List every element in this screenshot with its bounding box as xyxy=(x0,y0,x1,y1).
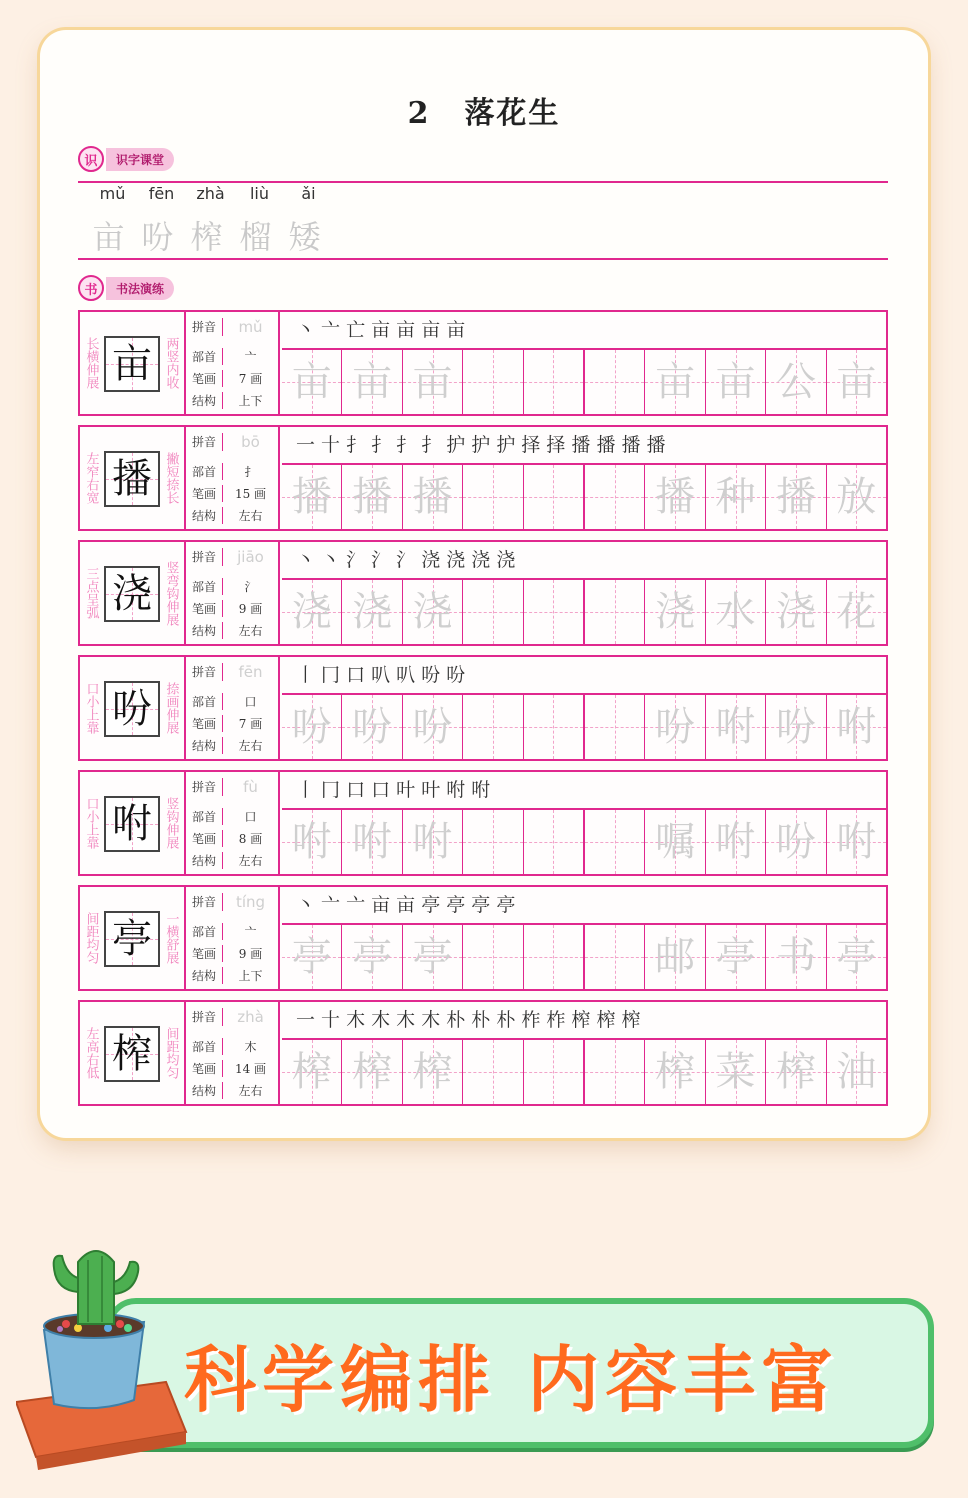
grid-cell[interactable] xyxy=(583,695,644,759)
trace-char: 亩 xyxy=(655,359,696,405)
grid-cell[interactable] xyxy=(583,350,644,414)
grid-cell[interactable] xyxy=(765,465,825,529)
practice-block xyxy=(78,425,888,531)
practice-block xyxy=(78,540,888,646)
writing-tip-left: 口小上靠 xyxy=(83,797,99,849)
trace-char: 吩 xyxy=(655,704,696,750)
cactus-pot-icon xyxy=(16,1232,196,1472)
info-key: 结构 xyxy=(186,852,223,869)
trace-char: 榨 xyxy=(775,1049,816,1095)
info-key: 笔画 xyxy=(186,715,223,732)
trace-char: 吩 xyxy=(775,819,816,865)
trace-char: 亭 xyxy=(836,934,877,980)
grid-cell[interactable] xyxy=(462,350,522,414)
info-row xyxy=(186,600,278,617)
info-value: 上下 xyxy=(238,394,263,408)
model-character-text: 播 xyxy=(112,456,152,502)
grid-cell[interactable] xyxy=(826,925,886,989)
grid-cell[interactable] xyxy=(826,1040,886,1104)
info-value: 8 画 xyxy=(238,832,263,846)
trace-char: 浇 xyxy=(412,589,453,635)
trace-char: 播 xyxy=(291,474,332,520)
grid-cell[interactable] xyxy=(644,465,704,529)
info-row xyxy=(186,1008,278,1026)
practice-grid xyxy=(282,1040,886,1104)
trace-char: 亩 xyxy=(836,359,877,405)
model-character xyxy=(104,336,160,392)
trace-char: 播 xyxy=(352,474,393,520)
info-key: 部首 xyxy=(186,348,223,365)
stroke-order: 丶 丶 氵 氵 氵 浇 浇 浇 浇 xyxy=(282,542,886,580)
literacy-section-label: 识字课堂 xyxy=(106,148,174,171)
info-value: bō xyxy=(241,433,260,451)
trace-char: 放 xyxy=(836,474,877,520)
info-value: 15 画 xyxy=(234,487,267,501)
trace-char: 浇 xyxy=(775,589,816,635)
literacy-pinyin-row xyxy=(88,184,333,203)
trace-char: 亭 xyxy=(715,934,756,980)
info-value: 亠 xyxy=(244,925,257,939)
trace-char: 咐 xyxy=(836,819,877,865)
writing-tip-left: 左高右低 xyxy=(83,1027,99,1079)
trace-char: 吩 xyxy=(352,704,393,750)
writing-tip-left: 三点呈弧 xyxy=(83,567,99,619)
info-row xyxy=(186,463,278,480)
grid-cell[interactable] xyxy=(765,925,825,989)
info-row xyxy=(186,578,278,595)
grid-cell[interactable] xyxy=(705,1040,765,1104)
grid-cell[interactable] xyxy=(402,580,462,644)
grid-cell[interactable] xyxy=(462,695,522,759)
writing-tip-right: 撇短捺长 xyxy=(163,452,179,504)
writing-tip-left: 左窄右宽 xyxy=(83,452,99,504)
grid-cell[interactable] xyxy=(462,465,522,529)
info-key: 拼音 xyxy=(186,318,223,336)
grid-cell[interactable] xyxy=(341,695,401,759)
trace-char: 播 xyxy=(655,474,696,520)
trace-char: 公 xyxy=(775,359,816,405)
info-row xyxy=(186,693,278,710)
grid-cell[interactable] xyxy=(341,350,401,414)
info-key: 拼音 xyxy=(186,663,223,681)
writing-tip-left: 间距均匀 xyxy=(83,912,99,964)
info-row xyxy=(186,737,278,754)
writing-tip-right: 两竖内收 xyxy=(163,337,179,389)
grid-cell[interactable] xyxy=(765,580,825,644)
grid-cell[interactable] xyxy=(523,925,583,989)
practice-block xyxy=(78,770,888,876)
trace-char: 花 xyxy=(836,589,877,635)
info-value: 左右 xyxy=(238,509,263,523)
info-value: 左右 xyxy=(238,624,263,638)
trace-char: 亭 xyxy=(412,934,453,980)
writing-tip-right: 一横舒展 xyxy=(163,912,179,964)
model-character-text: 吩 xyxy=(112,686,152,732)
trace-char: 书 xyxy=(775,934,816,980)
trace-char: 水 xyxy=(715,589,756,635)
practice-block xyxy=(78,310,888,416)
info-row xyxy=(186,507,278,524)
grid-cell[interactable] xyxy=(644,1040,704,1104)
info-row xyxy=(186,1060,278,1077)
info-row xyxy=(186,485,278,502)
grid-cell[interactable] xyxy=(583,925,644,989)
grid-cell[interactable] xyxy=(583,580,644,644)
info-value: 9 画 xyxy=(238,947,263,961)
grid-cell[interactable] xyxy=(523,1040,583,1104)
trace-char: 咐 xyxy=(836,704,877,750)
grid-cell[interactable] xyxy=(462,810,522,874)
info-row xyxy=(186,370,278,387)
calligraphy-section-header xyxy=(78,275,174,301)
divider xyxy=(78,181,888,183)
brush-icon: 书 xyxy=(78,275,104,301)
info-row xyxy=(186,348,278,365)
info-value: 扌 xyxy=(244,465,257,479)
model-character xyxy=(104,681,160,737)
character-info xyxy=(184,772,280,874)
info-value: 7 画 xyxy=(238,717,263,731)
info-value: 左右 xyxy=(238,739,263,753)
info-row xyxy=(186,433,278,451)
trace-char: 菜 xyxy=(715,1049,756,1095)
info-value: 氵 xyxy=(244,580,257,594)
info-value: 7 画 xyxy=(238,372,263,386)
trace-char: 榨 xyxy=(190,218,223,256)
grid-cell[interactable] xyxy=(765,810,825,874)
lesson-number: 2 xyxy=(407,96,431,131)
grid-cell[interactable] xyxy=(765,350,825,414)
stroke-order: 丨 冂 口 叭 叭 吩 吩 xyxy=(282,657,886,695)
trace-char: 榨 xyxy=(655,1049,696,1095)
grid-cell[interactable] xyxy=(282,350,341,414)
info-key: 结构 xyxy=(186,622,223,639)
info-value: 上下 xyxy=(238,969,263,983)
trace-char: 亩 xyxy=(715,359,756,405)
character-info xyxy=(184,312,280,414)
grid-cell[interactable] xyxy=(523,695,583,759)
info-key: 结构 xyxy=(186,737,223,754)
pinyin: ǎi xyxy=(301,184,316,203)
info-value: fēn xyxy=(238,663,263,681)
trace-char: 咐 xyxy=(352,819,393,865)
model-character-text: 咐 xyxy=(112,801,152,847)
trace-char: 咐 xyxy=(715,704,756,750)
info-key: 部首 xyxy=(186,578,223,595)
grid-cell[interactable] xyxy=(583,465,644,529)
trace-char: 吩 xyxy=(412,704,453,750)
character-info xyxy=(184,657,280,759)
model-character-text: 亭 xyxy=(112,916,152,962)
grid-cell[interactable] xyxy=(644,925,704,989)
info-value: 9 画 xyxy=(238,602,263,616)
info-row xyxy=(186,808,278,825)
grid-cell[interactable] xyxy=(826,695,886,759)
trace-char: 浇 xyxy=(655,589,696,635)
trace-char: 嘱 xyxy=(655,819,696,865)
info-value: 口 xyxy=(244,810,257,824)
info-row xyxy=(186,967,278,984)
info-key: 拼音 xyxy=(186,778,223,796)
trace-char: 咐 xyxy=(715,819,756,865)
grid-cell[interactable] xyxy=(705,580,765,644)
trace-char: 亩 xyxy=(92,218,125,256)
character-info xyxy=(184,542,280,644)
grid-cell[interactable] xyxy=(282,925,341,989)
stroke-order: 一 十 木 木 木 木 朴 朴 朴 柞 柞 榨 榨 榨 xyxy=(282,1002,886,1040)
info-row xyxy=(186,778,278,796)
grid-cell[interactable] xyxy=(282,580,341,644)
grid-cell[interactable] xyxy=(341,1040,401,1104)
trace-char: 播 xyxy=(412,474,453,520)
info-key: 笔画 xyxy=(186,600,223,617)
grid-cell[interactable] xyxy=(583,1040,644,1104)
grid-cell[interactable] xyxy=(402,465,462,529)
grid-cell[interactable] xyxy=(341,580,401,644)
info-row xyxy=(186,893,278,911)
character-info xyxy=(184,427,280,529)
trace-char: 浇 xyxy=(291,589,332,635)
pinyin: zhà xyxy=(196,184,225,203)
trace-char: 邮 xyxy=(655,934,696,980)
info-row xyxy=(186,945,278,962)
grid-cell[interactable] xyxy=(644,695,704,759)
trace-char: 榴 xyxy=(239,218,272,256)
info-value: 左右 xyxy=(238,854,263,868)
practice-grid xyxy=(282,810,886,874)
info-key: 结构 xyxy=(186,967,223,984)
info-key: 拼音 xyxy=(186,433,223,451)
info-key: 结构 xyxy=(186,392,223,409)
model-character xyxy=(104,796,160,852)
model-character xyxy=(104,451,160,507)
trace-char: 亭 xyxy=(352,934,393,980)
info-value: jiāo xyxy=(237,548,264,566)
info-key: 部首 xyxy=(186,693,223,710)
trace-char: 亩 xyxy=(291,359,332,405)
info-value: zhà xyxy=(237,1008,264,1026)
info-value: 木 xyxy=(244,1040,257,1054)
trace-char: 种 xyxy=(715,474,756,520)
grid-cell[interactable] xyxy=(523,350,583,414)
grid-cell[interactable] xyxy=(523,810,583,874)
grid-cell[interactable] xyxy=(826,580,886,644)
info-key: 笔画 xyxy=(186,1060,223,1077)
info-key: 部首 xyxy=(186,923,223,940)
info-row xyxy=(186,923,278,940)
grid-cell[interactable] xyxy=(282,695,341,759)
grid-cell[interactable] xyxy=(644,810,704,874)
info-value: 左右 xyxy=(238,1084,263,1098)
info-value: 亠 xyxy=(244,350,257,364)
literacy-char-row xyxy=(84,212,329,258)
grid-cell[interactable] xyxy=(705,810,765,874)
grid-cell[interactable] xyxy=(282,1040,341,1104)
model-character xyxy=(104,1026,160,1082)
literacy-section-header xyxy=(78,146,174,172)
grid-cell[interactable] xyxy=(765,1040,825,1104)
trace-char: 亩 xyxy=(412,359,453,405)
trace-char: 榨 xyxy=(412,1049,453,1095)
grid-cell[interactable] xyxy=(826,810,886,874)
model-character xyxy=(104,911,160,967)
info-key: 部首 xyxy=(186,808,223,825)
lesson-title-text: 落花生 xyxy=(464,96,561,131)
grid-cell[interactable] xyxy=(402,810,462,874)
grid-cell[interactable] xyxy=(523,465,583,529)
writing-tip-right: 捺画伸展 xyxy=(163,682,179,734)
practice-block xyxy=(78,1000,888,1106)
practice-grid xyxy=(282,925,886,989)
trace-char: 榨 xyxy=(291,1049,332,1095)
lesson-title xyxy=(40,88,928,132)
stroke-order: 丨 冂 口 口 叶 叶 咐 咐 xyxy=(282,772,886,810)
writing-tip-right: 竖弯钩伸展 xyxy=(163,560,179,626)
trace-char: 浇 xyxy=(352,589,393,635)
model-character xyxy=(104,566,160,622)
info-value: 口 xyxy=(244,695,257,709)
trace-char: 吩 xyxy=(775,704,816,750)
grid-cell[interactable] xyxy=(523,580,583,644)
pinyin: mǔ xyxy=(99,184,126,203)
promo-banner xyxy=(106,1298,934,1448)
grid-cell[interactable] xyxy=(462,580,522,644)
grid-cell[interactable] xyxy=(402,350,462,414)
info-key: 部首 xyxy=(186,463,223,480)
grid-cell[interactable] xyxy=(705,925,765,989)
info-value: fù xyxy=(243,778,258,796)
grid-cell[interactable] xyxy=(341,465,401,529)
grid-cell[interactable] xyxy=(826,350,886,414)
info-key: 笔画 xyxy=(186,485,223,502)
trace-char: 吩 xyxy=(291,704,332,750)
banner-text: 科学编排 内容丰富 xyxy=(184,1338,840,1422)
info-row xyxy=(186,622,278,639)
writing-tip-left: 口小上靠 xyxy=(83,682,99,734)
practice-grid xyxy=(282,695,886,759)
model-character-text: 浇 xyxy=(112,571,152,617)
practice-grid xyxy=(282,465,886,529)
info-row xyxy=(186,830,278,847)
trace-char: 咐 xyxy=(412,819,453,865)
grid-cell[interactable] xyxy=(583,810,644,874)
trace-char: 播 xyxy=(775,474,816,520)
info-key: 拼音 xyxy=(186,1008,223,1026)
grid-cell[interactable] xyxy=(644,580,704,644)
stroke-order: 丶 亠 亠 亩 亩 亭 亭 亭 亭 xyxy=(282,887,886,925)
writing-tip-left: 长横伸展 xyxy=(83,337,99,389)
info-row xyxy=(186,715,278,732)
stroke-order: 一 十 扌 扌 扌 扌 护 护 护 择 择 播 播 播 播 xyxy=(282,427,886,465)
info-value: tíng xyxy=(235,893,266,911)
grid-cell[interactable] xyxy=(705,350,765,414)
practice-grid xyxy=(282,350,886,414)
grid-cell[interactable] xyxy=(402,695,462,759)
info-key: 拼音 xyxy=(186,548,223,566)
practice-block xyxy=(78,885,888,991)
calligraphy-section-label: 书法演练 xyxy=(106,277,174,300)
grid-cell[interactable] xyxy=(341,810,401,874)
info-value: mǔ xyxy=(238,318,263,336)
character-info xyxy=(184,887,280,989)
flower-icon: 识 xyxy=(78,146,104,172)
info-row xyxy=(186,1038,278,1055)
grid-cell[interactable] xyxy=(402,1040,462,1104)
trace-char: 咐 xyxy=(291,819,332,865)
trace-char: 吩 xyxy=(141,218,174,256)
practice-block xyxy=(78,655,888,761)
trace-char: 榨 xyxy=(352,1049,393,1095)
grid-cell[interactable] xyxy=(462,925,522,989)
trace-char: 油 xyxy=(836,1049,877,1095)
info-row xyxy=(186,548,278,566)
grid-cell[interactable] xyxy=(705,465,765,529)
pinyin: fēn xyxy=(148,184,175,203)
trace-char: 矮 xyxy=(288,218,321,256)
model-character-text: 榨 xyxy=(112,1031,152,1077)
grid-cell[interactable] xyxy=(644,350,704,414)
grid-cell[interactable] xyxy=(826,465,886,529)
info-row xyxy=(186,852,278,869)
trace-char: 亭 xyxy=(291,934,332,980)
info-key: 部首 xyxy=(186,1038,223,1055)
grid-cell[interactable] xyxy=(765,695,825,759)
info-row xyxy=(186,663,278,681)
grid-cell[interactable] xyxy=(462,1040,522,1104)
info-key: 拼音 xyxy=(186,893,223,911)
writing-tip-right: 竖钩伸展 xyxy=(163,797,179,849)
info-row xyxy=(186,318,278,336)
grid-cell[interactable] xyxy=(282,810,341,874)
practice-grid xyxy=(282,580,886,644)
info-key: 笔画 xyxy=(186,370,223,387)
stroke-order: 丶 亠 亡 亩 亩 亩 亩 xyxy=(282,312,886,350)
info-key: 结构 xyxy=(186,507,223,524)
grid-cell[interactable] xyxy=(282,465,341,529)
grid-cell[interactable] xyxy=(705,695,765,759)
trace-char: 亩 xyxy=(352,359,393,405)
character-info xyxy=(184,1002,280,1104)
divider xyxy=(78,258,888,260)
pinyin: liù xyxy=(249,184,270,203)
info-row xyxy=(186,1082,278,1099)
grid-cell[interactable] xyxy=(341,925,401,989)
grid-cell[interactable] xyxy=(402,925,462,989)
info-key: 结构 xyxy=(186,1082,223,1099)
info-value: 14 画 xyxy=(234,1062,267,1076)
writing-tip-right: 间距均匀 xyxy=(163,1027,179,1079)
info-key: 笔画 xyxy=(186,830,223,847)
info-key: 笔画 xyxy=(186,945,223,962)
model-character-text: 亩 xyxy=(112,341,152,387)
info-row xyxy=(186,392,278,409)
